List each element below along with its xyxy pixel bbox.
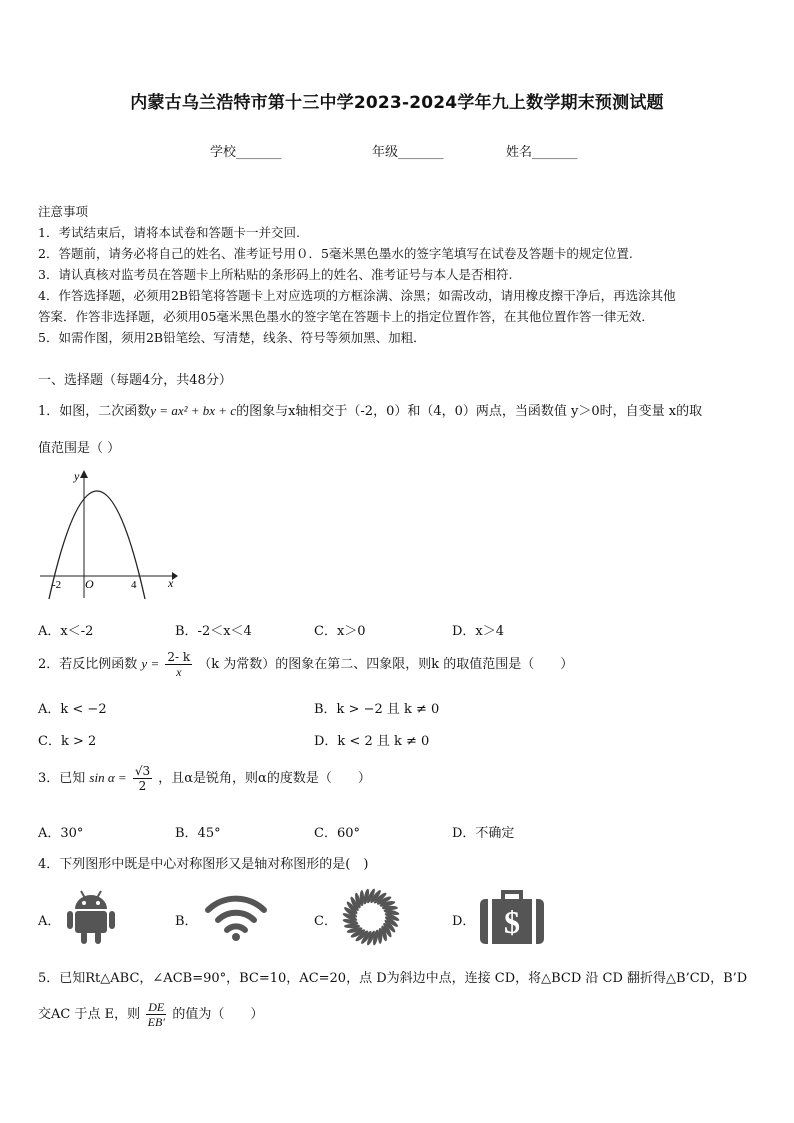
- note-item: 5．如需作图，须用2B铅笔绘、写清楚，线条、符号等须加黑、加粗．: [38, 330, 426, 345]
- option-c: C．60°: [314, 826, 360, 841]
- numerator: √3: [134, 764, 151, 778]
- numerator: 2- k: [167, 650, 191, 664]
- note-item: 2．答题前，请务必将自己的姓名、准考证号用０．5毫米黑色墨水的签字笔填写在试卷及答题卡的规定位置.: [38, 246, 633, 261]
- option-c-label: C．: [314, 914, 337, 929]
- option-a: A．30°: [38, 826, 84, 841]
- parabola-graph: [38, 466, 183, 601]
- question-text: 的值为（ ）: [172, 1007, 264, 1022]
- numerator: DE: [148, 1000, 165, 1014]
- note-item: 1．考试结束后，请将本试卷和答题卡一并交回.: [38, 225, 300, 240]
- note-item: 4．作答选择题，必须用2B铅笔将答题卡上对应选项的方框涂满、涂黑；如需改动，请用橡皮擦干净后，再选涂其他: [38, 288, 676, 303]
- question-text: 的图象与x轴相交于（-2，0）和（4，0）两点，当函数值 y＞0时，自变量 x的取: [236, 404, 703, 419]
- question-5-line1: 5．已知Rt△ABC，∠ACB=90°，BC=10，AC=20，点 D为斜边中点，连接 CD，将△BCD 沿 CD 翻折得△B’CD，B’D: [38, 971, 748, 986]
- sunburst-icon: [337, 886, 405, 948]
- question-text: 2．若反比例函数: [38, 657, 138, 672]
- option-a: A．x＜-2: [38, 624, 94, 639]
- wifi-icon: [202, 892, 270, 942]
- origin-label: O: [85, 577, 94, 591]
- tick-label-minus-2: -2: [52, 579, 62, 591]
- option-c: C．k > 2: [38, 734, 97, 749]
- section-heading: 一、选择题（每题4分，共48分）: [38, 373, 232, 388]
- question-2: [38, 650, 573, 679]
- question-text: （k 为常数）的图象在第二、四象限，则k 的取值范围是（ ）: [198, 657, 574, 672]
- fraction: [146, 1000, 166, 1029]
- fraction: [133, 764, 152, 793]
- notes-heading: 注意事项: [38, 204, 89, 219]
- denominator: x: [176, 665, 182, 679]
- option-d: D．不确定: [452, 826, 515, 841]
- option-b: B．-2＜x＜4: [175, 624, 252, 639]
- question-3: [38, 764, 371, 793]
- option-b: B．45°: [175, 826, 221, 841]
- function-label: y =: [141, 656, 160, 671]
- dollar-sign: $: [504, 904, 520, 940]
- question-1-line1: [38, 400, 702, 419]
- school-field: 学校_______: [210, 145, 282, 160]
- question-5-line2: [38, 1000, 263, 1029]
- option-b-label: B．: [175, 914, 198, 929]
- question-text: 交AC 于点 E，则: [38, 1007, 141, 1022]
- option-a: A．k < −2: [38, 702, 107, 717]
- y-axis-arrow: [80, 470, 88, 478]
- formula: y = ax² + bx + c: [150, 403, 237, 418]
- suitcase-dollar-icon: [479, 888, 545, 946]
- grade-field: 年级_______: [372, 145, 444, 160]
- question-text: 1．如图，二次函数: [38, 404, 151, 419]
- denominator: 2: [138, 779, 147, 793]
- sin-label: sin α =: [89, 770, 127, 785]
- fraction: [165, 650, 192, 679]
- y-axis-label: y: [74, 469, 80, 483]
- option-b: B．k > −2 且 k ≠ 0: [314, 702, 440, 717]
- option-a-label: A．: [38, 914, 61, 929]
- question-4: 4．下列图形中既是中心对称图形又是轴对称图形的是( ): [38, 857, 369, 872]
- option-d: D．k < 2 且 k ≠ 0: [314, 734, 430, 749]
- note-item: 答案．作答非选择题，必须用05毫米黑色墨水的签字笔在答题卡上的指定位置作答，在其他位置作答一律无效．: [38, 309, 654, 324]
- question-1-line2: 值范围是（ ）: [38, 441, 121, 456]
- x-axis-label: x: [168, 576, 174, 590]
- name-field: 姓名_______: [506, 145, 578, 160]
- option-d: D．x＞4: [452, 624, 505, 639]
- page-title: 内蒙古乌兰浩特市第十三中学2023-2024学年九上数学期末预测试题: [130, 93, 664, 113]
- option-c: C．x＞0: [314, 624, 366, 639]
- android-icon: [66, 887, 116, 945]
- denominator: EB': [147, 1015, 165, 1029]
- tick-label-4: 4: [131, 579, 137, 591]
- question-text: ，且α是锐角，则α的度数是（ ）: [158, 771, 371, 786]
- note-item: 3．请认真核对监考员在答题卡上所粘贴的条形码上的姓名、准考证号与本人是否相符.: [38, 267, 513, 282]
- question-text: 3．已知: [38, 771, 86, 786]
- option-d-label: D．: [452, 914, 476, 929]
